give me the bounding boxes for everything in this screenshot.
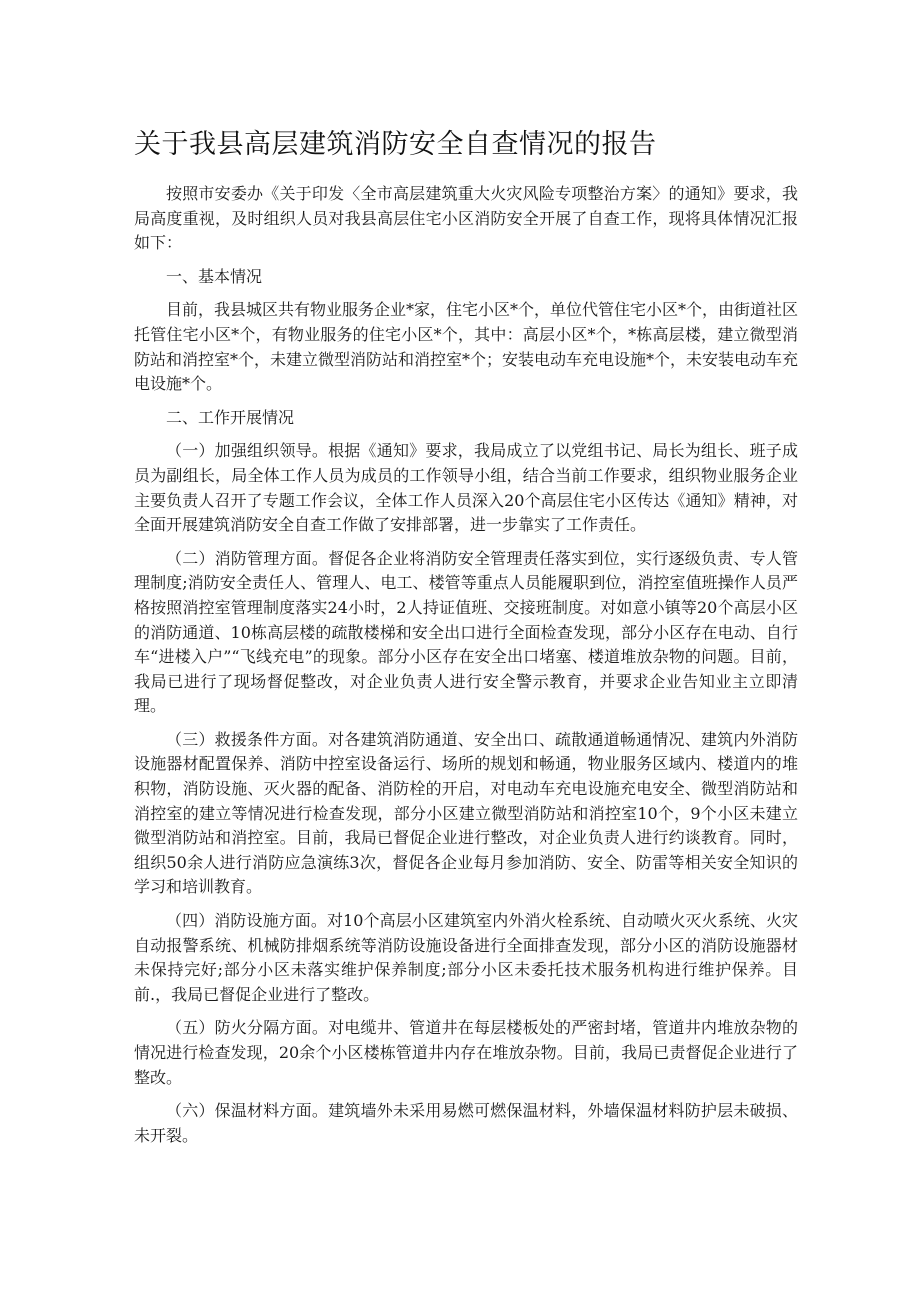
work-item-fire-management: （二）消防管理方面。督促各企业将消防安全管理责任落实到位，实行逐级负责、专人管理制度;消防安全责任人、管理人、电工、楼管等重点人员能履职到位，消控室值班操作人员严格按照消控室管理制度落实24小时，2人持证值班、交接班制度。对如意小镇等20个高层小区的消防通道、10栋高层楼的疏散楼梯和安全出口进行全面检查发现，部分小区存在电动、自行车“进楼入户”“飞线充电”的现象。部分小区存在安全出口堵塞、楼道堆放杂物的问题。目前，我局已进行了现场督促整改，对企业负责人进行安全警示教育，并要求企业告知业主立即清理。 (134, 548, 798, 716)
work-item-organization: （一）加强组织领导。根据《通知》要求，我局成立了以党组书记、局长为组长、班子成员为副组长，局全体工作人员为成员的工作领导小组，结合当前工作要求，组织物业服务企业主要负责人召开了专题工作会议，全体工作人员深入20个高层住宅小区传达《通知》精神，对全面开展建筑消防安全自查工作做了安排部署，进一步靠实了工作责任。 (134, 441, 798, 535)
section-heading-work-progress: 二、工作开展情况 (166, 407, 295, 427)
basic-situation-paragraph: 目前，我县城区共有物业服务企业*家，住宅小区*个，单位代管住宅小区*个，由街道社区托管住宅小区*个，有物业服务的住宅小区*个，其中：高层小区*个，*栋高层楼，建立微型消防站和消控室*个，未建立微型消防站和消控室*个；安装电动车充电设施*个，未安装电动车充电设施*个。 (134, 300, 799, 394)
intro-paragraph: 按照市安委办《关于印发〈全市高层建筑重大火灾风险专项整治方案〉的通知》要求，我局高度重视，及时组织人员对我县高层住宅小区消防安全开展了自查工作，现将具体情况汇报如下： (134, 184, 798, 253)
work-item-insulation-materials: （六）保温材料方面。建筑墙外未采用易燃可燃保温材料，外墙保温材料防护层未破损、未开裂。 (134, 1101, 798, 1145)
work-item-fire-separation: （五）防火分隔方面。对电缆井、管道井在每层楼板处的严密封堵，管道井内堆放杂物的情况进行检查发现，20余个小区楼栋管道井内存在堆放杂物。目前，我局已责督促企业进行了整改。 (134, 1018, 798, 1087)
document-title: 关于我县高层建筑消防安全自查情况的报告 (134, 129, 657, 160)
work-item-fire-facilities: （四）消防设施方面。对10个高层小区建筑室内外消火栓系统、自动喷火灭火系统、火灾自动报警系统、机械防排烟系统等消防设施设备进行全面排查发现，部分小区的消防设施器材未保持完好;部分小区未落实维护保养制度;部分小区未委托技术服务机构进行维护保养。目前.，我局已督促企业进行了整改。 (134, 911, 798, 1004)
section-heading-basic-situation: 一、基本情况 (166, 266, 263, 286)
document-body (134, 182, 798, 1157)
work-item-rescue-conditions: （三）救援条件方面。对各建筑消防通道、安全出口、疏散通道畅通情况、建筑内外消防设施器材配置保养、消防中控室设备运行、场所的规划和畅通，物业服务区域内、楼道内的堆积物，消防设施、灭火器的配备、消防栓的开启，对电动车充电设施充电安全、微型消防站和消控室的建立等情况进行检查发现，部分小区建立微型消防站和消控室10个，9个小区未建立微型消防站和消控室。目前，我局已督促企业进行整改，对企业负责人进行约谈教育。同时，组织50余人进行消防应急演练3次，督促各企业每月参加消防、安全、防雷等相关安全知识的学习和培训教育。 (134, 729, 798, 897)
